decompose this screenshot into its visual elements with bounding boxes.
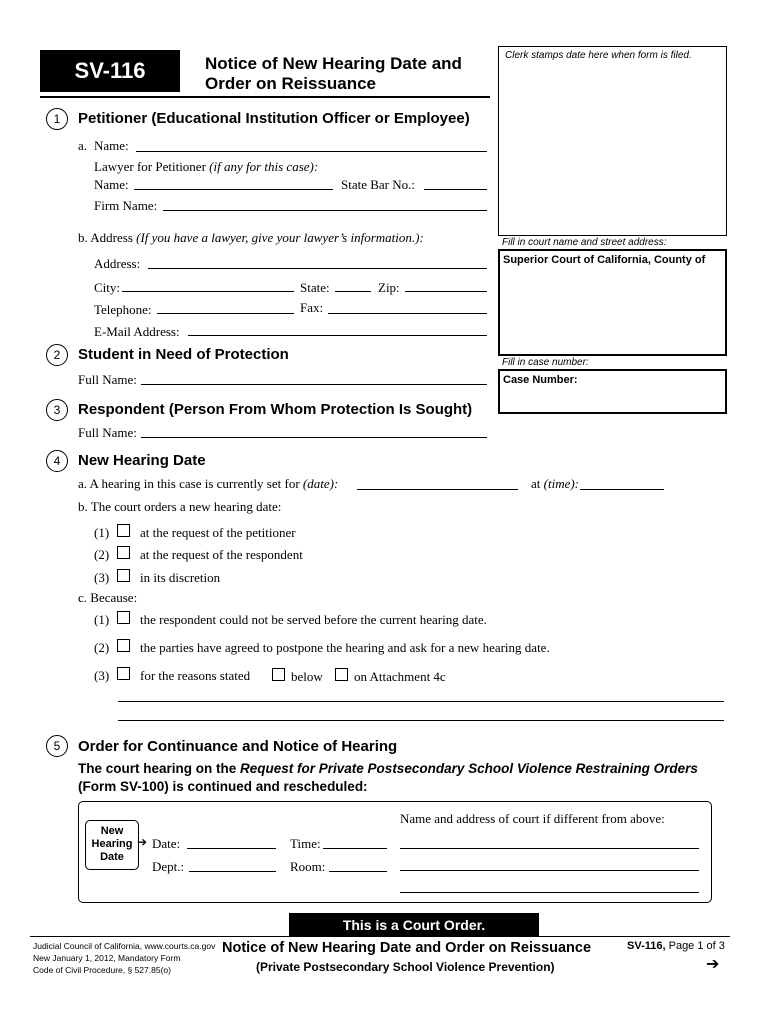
- petitioner-name-field[interactable]: [136, 151, 487, 152]
- badge-line-new: New: [100, 825, 124, 837]
- court-name-box[interactable]: [498, 249, 727, 356]
- reasons-line-2[interactable]: [118, 720, 724, 721]
- section-3-heading: Respondent (Person From Whom Protection Is Sought): [78, 401, 473, 418]
- c3-attachment-checkbox[interactable]: [335, 668, 348, 681]
- s1-lawyer-label: [94, 159, 318, 175]
- s1-zip-label: Zip:: [378, 280, 400, 295]
- s4-c3-number: (3): [94, 668, 110, 683]
- s4-c3-attach-label: on Attachment 4c: [354, 669, 446, 684]
- state-field[interactable]: [335, 291, 371, 292]
- student-name-field[interactable]: [141, 384, 487, 385]
- s1-firm-label: Firm Name:: [94, 198, 158, 213]
- footer-page: [627, 940, 725, 952]
- s5-intro-line1: [78, 760, 698, 778]
- s5-intro: [78, 760, 698, 796]
- s1-lawyer-text: Lawyer for Petitioner: [94, 159, 210, 174]
- s4-b1-label: at the request of the petitioner: [140, 525, 296, 540]
- s1-name-label: Name:: [94, 138, 129, 153]
- s1-state-label: State:: [300, 280, 330, 295]
- current-hearing-time-field[interactable]: [580, 489, 664, 490]
- s1-city-label: City:: [94, 280, 121, 295]
- fax-field[interactable]: [328, 313, 487, 314]
- section-4-number: 4: [46, 450, 68, 472]
- case-number-label: Case Number:: [503, 374, 578, 386]
- s4-c1-number: (1): [94, 612, 110, 627]
- footer-form-date: New January 1, 2012, Mandatory Form: [33, 953, 181, 963]
- s1-b-text: b. Address: [78, 230, 137, 245]
- s4-a-time-label: (time):: [543, 476, 580, 491]
- arrow-right-icon: ➔: [137, 835, 148, 849]
- court-diff-line-3[interactable]: [400, 892, 699, 893]
- s5-intro-text: The court hearing on the: [78, 761, 241, 776]
- new-hearing-date-field[interactable]: [187, 848, 276, 849]
- s5-room-label: Room:: [290, 859, 326, 874]
- footer-form-id: SV-116,: [627, 940, 666, 952]
- c3-checkbox[interactable]: [117, 667, 130, 680]
- s4-c2-number: (2): [94, 640, 110, 655]
- s4-a-date-label: (date):: [302, 476, 339, 491]
- court-diff-line-1[interactable]: [400, 848, 699, 849]
- s4-c3-label: for the reasons stated: [140, 668, 251, 683]
- form-title-line2: Order on Reissuance: [205, 74, 377, 93]
- s4-b1-number: (1): [94, 525, 110, 540]
- s4-c2-label: the parties have agreed to postpone the hearing and ask for a new hearing date.: [140, 640, 550, 655]
- s4-b-label: b. The court orders a new hearing date:: [78, 499, 282, 514]
- s4-c-label: c. Because:: [78, 590, 138, 605]
- s4-a-at-text: at: [531, 476, 544, 491]
- section-2-number: 2: [46, 344, 68, 366]
- email-field[interactable]: [188, 335, 487, 336]
- s4-b3-label: in its discretion: [140, 570, 221, 585]
- state-bar-field[interactable]: [424, 189, 487, 190]
- court-diff-line-2[interactable]: [400, 870, 699, 871]
- address-field[interactable]: [148, 268, 487, 269]
- court-order-banner: This is a Court Order.: [289, 913, 539, 937]
- form-title-line1: Notice of New Hearing Date and: [205, 54, 462, 73]
- current-hearing-date-field[interactable]: [357, 489, 518, 490]
- lawyer-name-field[interactable]: [134, 189, 333, 190]
- b1-checkbox[interactable]: [117, 524, 130, 537]
- badge-line-hearing: Hearing: [91, 838, 133, 850]
- s4-a-label: [78, 476, 338, 492]
- footer-title: Notice of New Hearing Date and Order on Reissuance: [222, 940, 592, 956]
- s1-address-label: Address:: [94, 256, 141, 271]
- footer-rule: [30, 936, 730, 937]
- section-1-heading: Petitioner (Educational Institution Officer or Employee): [78, 110, 470, 127]
- s5-date-label: Date:: [152, 836, 181, 851]
- city-field[interactable]: [122, 291, 294, 292]
- court-name-label: Superior Court of California, County of: [503, 254, 706, 266]
- section-5-number: 5: [46, 735, 68, 757]
- s4-c3-below-label: below: [291, 669, 323, 684]
- s5-time-label: Time:: [290, 836, 321, 851]
- clerk-stamp-text: Clerk stamps date here when form is filed.: [505, 50, 692, 61]
- s5-intro-italic: Request for Private Postsecondary School Violence Restraining Orders: [240, 761, 698, 776]
- s4-b3-number: (3): [94, 570, 110, 585]
- footer-page-number: Page 1 of 3: [668, 940, 725, 952]
- s1-lawyer-name-label: Name:: [94, 177, 129, 192]
- clerk-stamp-box[interactable]: [498, 46, 727, 236]
- badge-line-date: Date: [100, 851, 124, 863]
- reasons-line-1[interactable]: [118, 701, 724, 702]
- s1-telephone-label: Telephone:: [94, 302, 152, 317]
- s5-intro-line2: (Form SV-100) is continued and rescheduled:: [78, 779, 368, 794]
- s3-full-name-label: Full Name:: [78, 425, 137, 440]
- footer-publisher: Judicial Council of California, www.courts.ca.gov: [33, 941, 216, 951]
- c2-checkbox[interactable]: [117, 639, 130, 652]
- s1-email-label: E-Mail Address:: [94, 324, 180, 339]
- respondent-name-field[interactable]: [141, 437, 487, 438]
- new-hearing-time-field[interactable]: [323, 848, 387, 849]
- b3-checkbox[interactable]: [117, 569, 130, 582]
- section-5-heading: Order for Continuance and Notice of Hearing: [78, 738, 398, 755]
- b2-checkbox[interactable]: [117, 546, 130, 559]
- footer-left: [33, 940, 215, 976]
- s4-b2-label: at the request of the respondent: [140, 547, 303, 562]
- new-hearing-box: [78, 801, 712, 903]
- c1-checkbox[interactable]: [117, 611, 130, 624]
- s1-b-label: [78, 230, 424, 246]
- section-4-heading: New Hearing Date: [78, 452, 206, 469]
- court-name-hint: Fill in court name and street address:: [502, 237, 667, 248]
- new-hearing-dept-field[interactable]: [189, 871, 276, 872]
- s1-fax-label: Fax:: [300, 300, 324, 315]
- new-hearing-room-field[interactable]: [329, 871, 387, 872]
- header-rule: [40, 96, 490, 98]
- s5-dept-label: Dept.:: [152, 859, 185, 874]
- next-page-arrow-icon[interactable]: ➔: [706, 956, 720, 973]
- c3-below-checkbox[interactable]: [272, 668, 285, 681]
- section-2-heading: Student in Need of Protection: [78, 346, 289, 363]
- s4-b2-number: (2): [94, 547, 110, 562]
- s1-state-bar-label: State Bar No.:: [341, 177, 416, 192]
- case-number-hint: Fill in case number:: [502, 357, 589, 368]
- case-number-box[interactable]: [498, 369, 727, 414]
- telephone-field[interactable]: [157, 313, 294, 314]
- zip-field[interactable]: [405, 291, 487, 292]
- form-title: [205, 54, 462, 94]
- section-3-number: 3: [46, 399, 68, 421]
- s1-lawyer-italic: (if any for this case):: [209, 159, 319, 174]
- s1-a-label: a.: [78, 138, 88, 153]
- s4-a-text: a. A hearing in this case is currently set for: [78, 476, 303, 491]
- new-hearing-badge: [85, 820, 139, 870]
- s4-c1-label: the respondent could not be served before the current hearing date.: [140, 612, 487, 627]
- s5-court-diff-label: Name and address of court if different from above:: [400, 811, 665, 826]
- footer-code: Code of Civil Procedure, § 527.85(o): [33, 965, 171, 975]
- form-id-badge: SV-116: [40, 50, 180, 92]
- footer-subtitle: (Private Postsecondary School Violence Prevention): [256, 960, 555, 974]
- firm-name-field[interactable]: [163, 210, 487, 211]
- s1-b-italic: (If you have a lawyer, give your lawyer’s information.):: [136, 230, 424, 245]
- s4-a-at-label: [531, 476, 579, 492]
- s2-full-name-label: Full Name:: [78, 372, 137, 387]
- section-1-number: 1: [46, 108, 68, 130]
